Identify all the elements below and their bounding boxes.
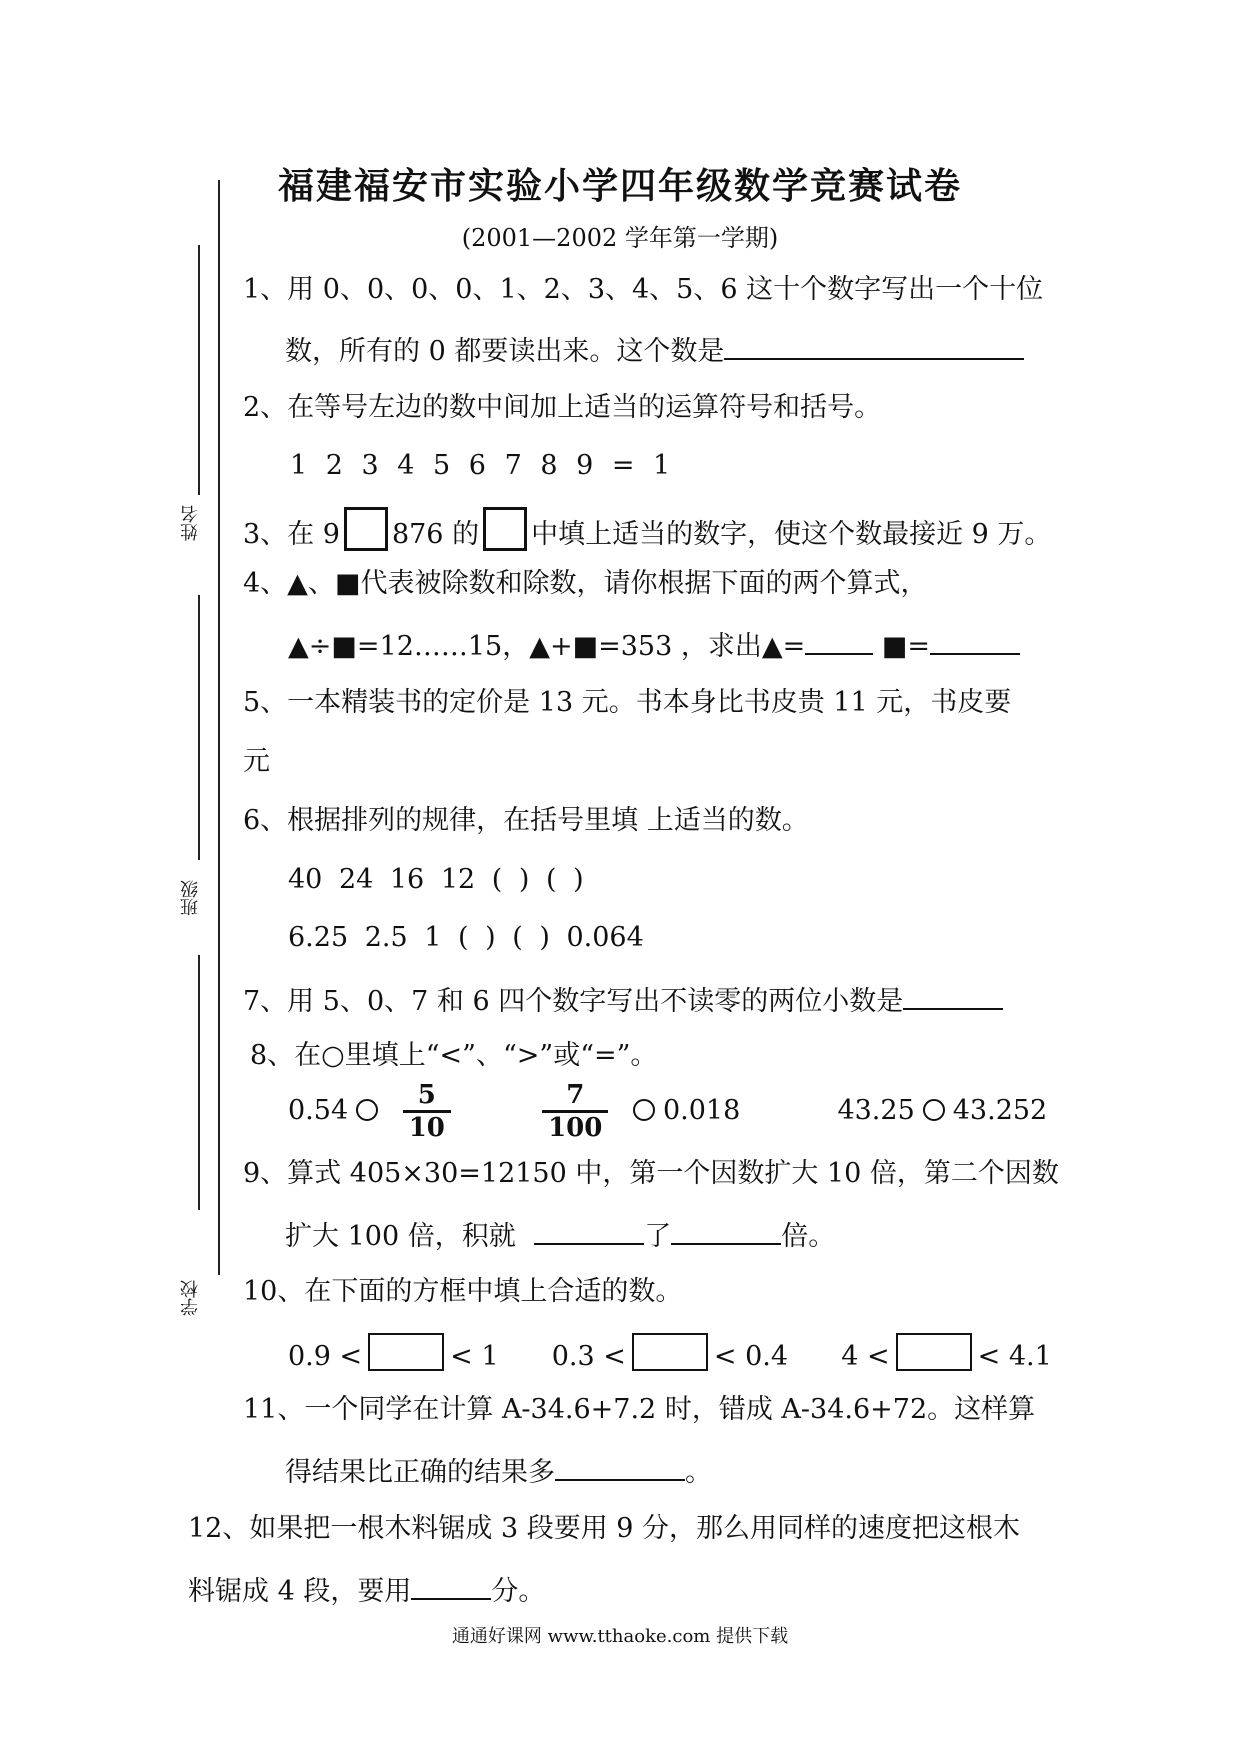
binding-line-name: [198, 245, 200, 495]
question-7: [243, 980, 1003, 1020]
question-3-mid: 876 的: [391, 519, 480, 550]
question-11-line-2: [285, 1451, 712, 1491]
question-11-post: 。: [685, 1457, 712, 1488]
question-8-value-1: 0.54: [288, 1095, 349, 1126]
question-12-post: 分。: [491, 1576, 546, 1607]
question-12-pre: 料锯成 4 段，要用: [188, 1576, 412, 1607]
question-10-label-6: < 4.1: [977, 1341, 1052, 1372]
question-9-line-1: 9、算式 405×30=12150 中，第一个因数扩大 10 倍，第二个因数: [243, 1158, 1059, 1189]
fraction-5-10: [403, 1080, 451, 1143]
question-2-line-2: 1 2 3 4 5 6 7 8 9 = 1: [290, 450, 671, 481]
question-1-line-1: 1、用 0、0、0、0、1、2、3、4、5、6 这十个数字写出一个十位: [243, 274, 1044, 305]
question-10-label-3: 0.3 <: [551, 1341, 626, 1372]
question-9-pre: 扩大 100 倍，积就: [285, 1221, 516, 1252]
question-2-line-1: 2、在等号左边的数中间加上适当的运算符号和括号。: [243, 392, 882, 423]
question-10-label-1: 0.9 <: [288, 1341, 363, 1372]
fraction-7-100: [542, 1080, 608, 1143]
answer-box-q3-a[interactable]: [344, 507, 388, 551]
question-10-label-4: < 0.4: [713, 1341, 789, 1372]
question-9-line-2: [285, 1215, 835, 1255]
question-12-line-1: 12、如果把一根木料锯成 3 段要用 9 分，那么用同样的速度把这根木: [188, 1513, 1021, 1544]
answer-box-q10-b[interactable]: [632, 1333, 708, 1371]
binding-line-school: [198, 955, 200, 1210]
question-8-value-4: 43.252: [952, 1095, 1048, 1126]
answer-blank-q1[interactable]: [724, 330, 1024, 360]
answer-box-q10-c[interactable]: [896, 1333, 972, 1371]
class-label: 班级: [180, 880, 201, 916]
question-7-text: 7、用 5、0、7 和 6 四个数字写出不读零的两位小数是: [243, 986, 904, 1017]
question-1-line-2: [285, 330, 1024, 370]
question-6-sequence-2: 6.25 2.5 1 ( ) ( ) 0.064: [288, 922, 644, 953]
fraction-numerator: 7: [566, 1080, 585, 1110]
question-8-line-2: [288, 1080, 1047, 1150]
question-1-text: 数，所有的 0 都要读出来。这个数是: [285, 336, 725, 367]
answer-blank-q4-square[interactable]: [930, 625, 1020, 655]
answer-blank-q12[interactable]: [411, 1570, 491, 1600]
question-11-line-1: 11、一个同学在计算 A-34.6+7.2 时，错成 A-34.6+72。这样算: [243, 1394, 1036, 1425]
question-9-mid: 了: [644, 1221, 672, 1252]
question-5-line-1: 5、一本精装书的定价是 13 元。书本身比书皮贵 11 元，书皮要: [243, 687, 1012, 718]
binding-line-class: [198, 595, 200, 860]
fraction-denominator: 10: [403, 1110, 451, 1143]
page-subtitle: (2001—2002 学年第一学期): [461, 224, 779, 252]
name-label: 姓名: [180, 505, 201, 541]
answer-blank-q11[interactable]: [555, 1451, 685, 1481]
compare-circle-3[interactable]: [923, 1099, 945, 1121]
question-4-line-1: 4、▲、■代表被除数和除数，请你根据下面的两个算式，: [243, 568, 928, 599]
question-6-line-1: 6、根据排列的规律，在括号里填 上适当的数。: [243, 805, 809, 836]
question-11-pre: 得结果比正确的结果多: [285, 1457, 555, 1488]
question-10-label-5: 4 <: [841, 1341, 890, 1372]
compare-circle-2[interactable]: [633, 1099, 655, 1121]
binding-line-main: [218, 180, 220, 1275]
question-8-value-2: 0.018: [662, 1095, 741, 1126]
answer-box-q10-a[interactable]: [368, 1333, 444, 1371]
answer-blank-q9-a[interactable]: [534, 1215, 644, 1245]
school-label: 学校: [180, 1280, 201, 1316]
answer-blank-q4-triangle[interactable]: [805, 625, 873, 655]
question-8-line-1: 8、在○里填上“<”、“>”或“=”。: [250, 1040, 658, 1071]
question-6-sequence-1: 40 24 16 12 ( ) ( ): [288, 864, 584, 895]
question-10-line-2: [288, 1333, 1052, 1375]
question-4-line-2: [288, 625, 1020, 665]
question-4-formula: ▲÷■=12……15，▲+■=353 ，求出▲=: [288, 631, 806, 662]
question-3-post: 中填上适当的数字，使这个数最接近 9 万。: [531, 519, 1052, 550]
footer-credit: 通通好课网 www.tthaoke.com 提供下载: [451, 1626, 789, 1647]
question-8-value-3: 43.25: [837, 1095, 915, 1126]
fraction-denominator: 100: [542, 1110, 608, 1143]
answer-blank-q9-b[interactable]: [671, 1215, 781, 1245]
question-10-line-1: 10、在下面的方框中填上合适的数。: [243, 1276, 683, 1307]
page-title: 福建福安市实验小学四年级数学竞赛试卷: [277, 165, 962, 207]
question-5-line-2: 元: [243, 746, 270, 777]
question-9-post: 倍。: [781, 1221, 836, 1252]
question-3: [243, 507, 1051, 553]
answer-box-q3-b[interactable]: [483, 507, 527, 551]
question-10-label-2: < 1: [450, 1341, 499, 1372]
compare-circle-1[interactable]: [356, 1099, 378, 1121]
fraction-numerator: 5: [417, 1080, 436, 1110]
answer-blank-q7[interactable]: [903, 980, 1003, 1010]
question-4-square-label: ■=: [881, 631, 930, 662]
question-3-pre: 3、在 9: [243, 519, 340, 550]
question-12-line-2: [188, 1570, 545, 1610]
